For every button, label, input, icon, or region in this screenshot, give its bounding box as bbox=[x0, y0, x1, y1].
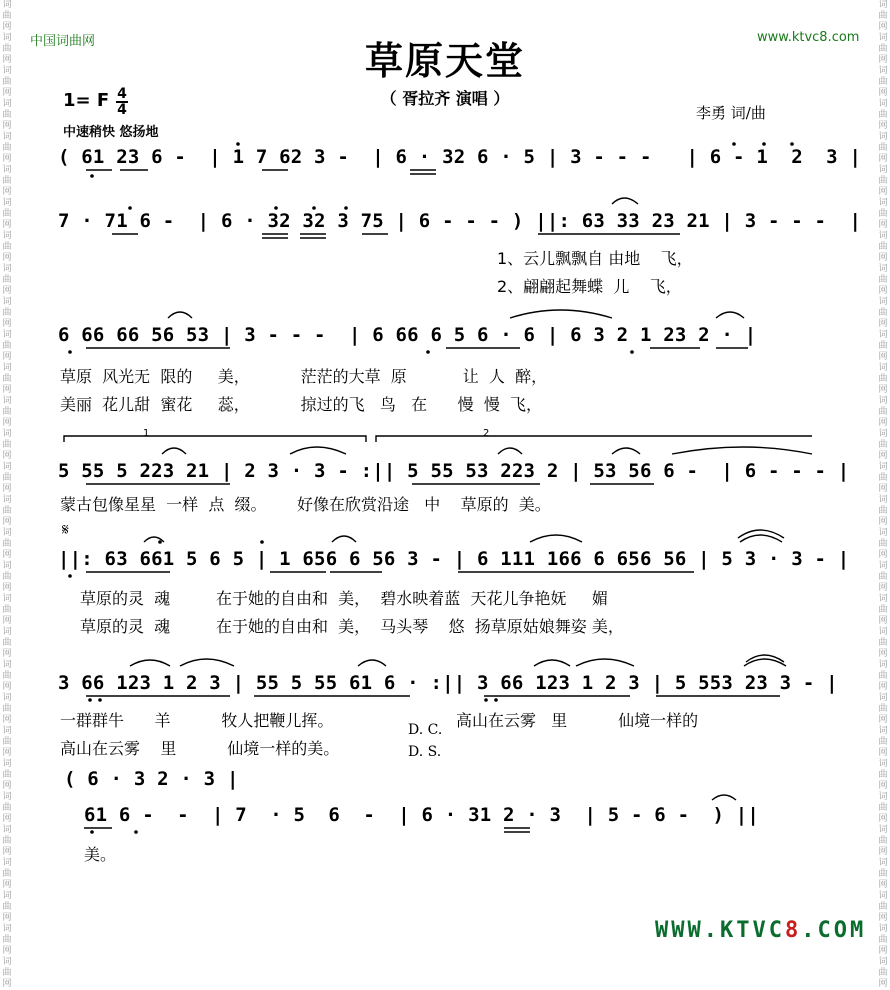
performer: （ 胥拉齐 演唱 ） bbox=[380, 89, 510, 108]
row-2-lyric-verse-1: 1、云儿飘飘自 由地 飞， bbox=[497, 249, 693, 268]
score-row-7-notes: 61 6 - - | 7 · 5 6 - | 6 · 31 2 · 3 | 5 - 6 - ) || bbox=[84, 804, 760, 826]
octave-dot bbox=[426, 350, 430, 354]
octave-dot bbox=[762, 142, 766, 146]
key-signature: 1= F bbox=[63, 90, 110, 111]
row-4-lyric: 蒙古包像星星 一样 点 缀。 好像在欣赏沿途 中 草原的 美。 bbox=[60, 495, 551, 514]
watermark-strip-right: 词曲网词曲网词曲网词曲网词曲网词曲网词曲网词曲网词曲网词曲网词曲网词曲网词曲网词曲网词曲网词曲网词曲网词曲网词曲网词曲网词曲网词曲网词曲网词曲网词曲网词曲网词曲网词曲网词曲网词曲网 bbox=[878, 0, 888, 989]
row-7-lyric: 美。 bbox=[84, 845, 117, 864]
octave-dot bbox=[312, 206, 316, 210]
slur bbox=[612, 448, 640, 454]
octave-dot bbox=[494, 698, 498, 702]
slur bbox=[740, 535, 782, 542]
time-signature-top: 4 bbox=[117, 86, 127, 102]
time-signature-bottom: 4 bbox=[117, 102, 127, 118]
octave-dot bbox=[630, 350, 634, 354]
slur bbox=[738, 530, 784, 538]
row-5-lyric-verse-2: 草原的灵 魂 在于她的自由和 美， 马头琴 悠 扬草原姑娘舞姿 美， bbox=[80, 617, 624, 636]
score-row-5-notes: ||: 63 661 5 6 5 | 1 656 6 56 3 - | 6 111 166 6 656 56 | 5 3 · 3 - | bbox=[58, 548, 850, 570]
octave-dot bbox=[484, 698, 488, 702]
octave-dot bbox=[158, 540, 162, 544]
octave-dot bbox=[344, 206, 348, 210]
slur bbox=[510, 310, 612, 318]
octave-dot bbox=[68, 350, 72, 354]
site-name-cn[interactable]: 中国词曲网 bbox=[30, 34, 96, 49]
slur bbox=[358, 660, 386, 666]
octave-dot bbox=[260, 540, 264, 544]
octave-dot bbox=[128, 206, 132, 210]
slur bbox=[332, 536, 356, 542]
octave-dot bbox=[732, 142, 736, 146]
volta-2-bracket bbox=[376, 436, 812, 442]
fermata bbox=[712, 795, 736, 800]
row-3-lyric-verse-1: 草原 风光无 限的 美， 茫茫的大草 原 让 人 醉， bbox=[60, 367, 548, 386]
slur bbox=[162, 448, 186, 454]
slur bbox=[290, 447, 346, 454]
row-6-lyric-verse-2: 高山在云雾 里 仙境一样的美。 bbox=[60, 739, 340, 758]
footer-site-logo[interactable] bbox=[655, 918, 866, 943]
ds-marking: D. S. bbox=[408, 744, 442, 760]
tempo-marking: 中速稍快 悠扬地 bbox=[63, 125, 159, 140]
footer-logo-part-3: .COM bbox=[801, 918, 867, 943]
row-3-lyric-verse-2: 美丽 花儿甜 蜜花 蕊， 掠过的飞 鸟 在 慢 慢 飞， bbox=[60, 395, 543, 414]
score-row-6-notes: 3 66 123 1 2 3 | 55 5 55 61 6 · :|| 3 66 123 1 2 3 | 5 553 23 3 - | bbox=[58, 672, 838, 694]
octave-dot bbox=[68, 574, 72, 578]
octave-dot bbox=[134, 830, 138, 834]
site-url[interactable]: www.ktvc8.com bbox=[757, 30, 860, 45]
score-row-2-notes: 7 · 71 6 - | 6 · 32 32 3 75 | 6 - - - ) ||: 63 33 23 21 | 3 - - - | bbox=[58, 210, 862, 232]
score-row-1-notes: ( 61 23 6 - | 1 7 62 3 - | 6 · 32 6 · 5 | 3 - - - | 6 - 1 2 3 | bbox=[58, 146, 862, 168]
row-6-lyric-alt: 高山在云雾 里 仙境一样的 bbox=[456, 711, 699, 730]
dc-marking: D. C. bbox=[408, 722, 443, 738]
slur bbox=[576, 659, 634, 666]
octave-dot bbox=[274, 206, 278, 210]
footer-logo-part-1: WWW.KTVC bbox=[655, 918, 785, 943]
octave-dot bbox=[98, 698, 102, 702]
slur bbox=[498, 448, 522, 454]
octave-dot bbox=[790, 142, 794, 146]
slur bbox=[180, 659, 234, 666]
composer-credit: 李勇 词/曲 bbox=[696, 104, 766, 122]
slur bbox=[534, 660, 570, 666]
slur bbox=[672, 447, 812, 454]
footer-logo-part-2: 8 bbox=[784, 918, 802, 943]
slur bbox=[130, 660, 170, 666]
octave-dot bbox=[88, 698, 92, 702]
volta-1-bracket bbox=[64, 436, 366, 442]
segno-sign: 𝄋 bbox=[62, 520, 69, 539]
octave-dot bbox=[90, 830, 94, 834]
slur bbox=[168, 312, 192, 318]
octave-dot bbox=[236, 142, 240, 146]
octave-dot bbox=[90, 174, 94, 178]
slur bbox=[530, 535, 582, 542]
row-6-lyric-verse-1: 一群群牛 羊 牧人把鞭儿挥。 bbox=[60, 711, 334, 730]
row-5-lyric-verse-1: 草原的灵 魂 在于她的自由和 美， 碧水映着蓝 天花儿争艳妩 媚 bbox=[80, 589, 608, 608]
score-row-3-notes: 6 66 66 56 53 | 3 - - - | 6 66 6 5 6 · 6 | 6 3 2 1 23 2 · | bbox=[58, 324, 757, 346]
slur bbox=[716, 312, 744, 318]
slur bbox=[612, 198, 638, 204]
volta-2-label: 2 bbox=[483, 428, 490, 439]
row-2-lyric-verse-2: 2、翩翩起舞蝶 儿 飞， bbox=[497, 277, 682, 296]
song-title: 草原天堂 bbox=[364, 39, 525, 83]
coda-intro-notes: ( 6 · 3 2 · 3 | bbox=[64, 768, 239, 790]
volta-1-label: 1 bbox=[143, 428, 150, 439]
watermark-strip-left: 词曲网词曲网词曲网词曲网词曲网词曲网词曲网词曲网词曲网词曲网词曲网词曲网词曲网词曲网词曲网词曲网词曲网词曲网词曲网词曲网词曲网词曲网词曲网词曲网词曲网词曲网词曲网词曲网词曲网词曲网 bbox=[2, 0, 12, 989]
score-row-4-notes: 5 55 5 223 21 | 2 3 · 3 - :|| 5 55 53 223 2 | 53 56 6 - | 6 - - - | bbox=[58, 460, 850, 482]
